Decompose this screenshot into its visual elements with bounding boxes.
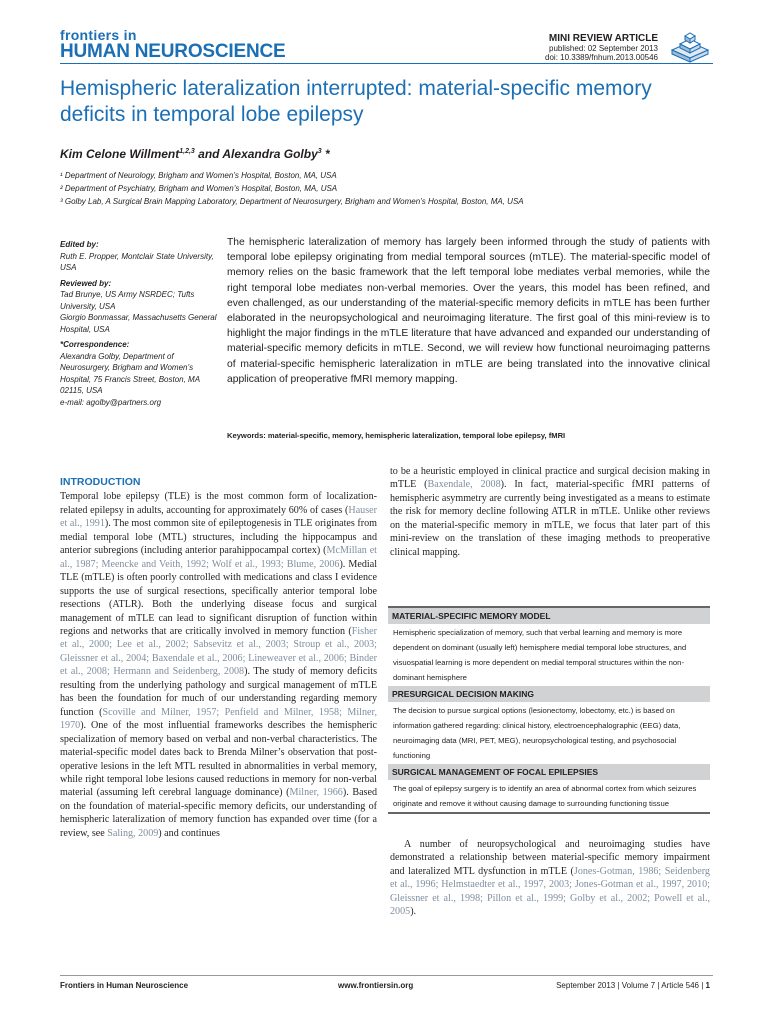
article-type: MINI REVIEW ARTICLE — [548, 33, 658, 44]
box-heading: SURGICAL MANAGEMENT OF FOCAL EPILEPSIES — [388, 764, 710, 780]
published-date: published: 02 September 2013 — [549, 44, 658, 53]
citation-link[interactable]: Baxendale, 2008 — [427, 479, 501, 491]
keywords: Keywords: material-specific, memory, hemispheric lateralization, temporal lobe epilepsy, fMRI — [227, 431, 566, 440]
paragraph-text: A number of neuropsychological and neuroimaging studies have demonstrated a relationship between material-specific memory impairment and lateralized MTL dysfunction in mTLE ( — [390, 839, 710, 877]
author-name: Alexandra Golby — [222, 147, 318, 161]
affiliations — [60, 169, 710, 208]
affiliation: ³ Golby Lab, A Surgical Brain Mapping Laboratory, Department of Neurosurgery, Brigham and Women’s Hospital, Boston, MA, USA — [60, 197, 524, 206]
affiliation: ² Department of Psychiatry, Brigham and Women’s Hospital, Boston, MA, USA — [60, 184, 338, 193]
paragraph-text: ). The study of memory deficits resulting from the underlying pathology and surgical management of mTLE has been the foundation for much of our understanding regarding memory function ( — [60, 666, 377, 718]
citation-link[interactable]: Scoville and Milner, 1957; Penfield and Milner, 1958; Milner, 1970 — [60, 706, 377, 732]
paragraph-text: ) and continues — [158, 827, 220, 839]
paragraph-text: Temporal lobe epilepsy (TLE) is the most common form of localization-related epilepsy in adults, accounting for approximately 60% of cases ( — [60, 491, 377, 516]
author-name: Kim Celone Willment — [60, 147, 180, 161]
citation-link[interactable]: Fisher et al., 2000; Lee et al., 2002; Sabsevitz et al., 2003; Stroup et al., 2003; Gleissner et al., 2004; Baxendale et al., 2006; Lineweaver et al., 2006; Binder et al., 2008; Hermann and Seidenberg, 2008 — [60, 625, 377, 678]
citation-link[interactable]: Saling, 2009 — [107, 827, 159, 839]
author-affil-sup: 1,2,3 — [179, 148, 195, 155]
box-heading: PRESURGICAL DECISION MAKING — [388, 686, 710, 702]
box-text: The goal of epilepsy surgery is to identify an area of abnormal cortex from which seizures originate and remove it without causing damage to surrounding functioning tissue — [393, 784, 697, 808]
glossary-box — [388, 606, 710, 814]
footer-url[interactable]: www.frontiersin.org — [338, 981, 414, 990]
citation-link[interactable]: McMillan et al., 1987; Meencke and Veith, 1992; Wolf et al., 1993; Blume, 2006 — [60, 545, 377, 570]
correspondence-email[interactable]: e-mail: agolby@partners.org — [60, 397, 162, 407]
box-rule — [388, 812, 710, 814]
paragraph-text: ). One of the most influential frameworks describes the hemispheric specialization of memory based on verbal and non-verbal characteristics. The material-specific model dates back to Brenda Milner’s observation that post-operative lesions in the left MTL resulted in abnormalities in verbal memory, while right temporal lobe lesions caused reductions in memory for non-verbal material (assuming left cerebral language dominance) ( — [60, 720, 377, 799]
page-number: 1 — [705, 981, 710, 990]
header-rule — [60, 63, 713, 64]
footer-journal: Frontiers in Human Neuroscience — [60, 981, 189, 990]
paragraph-text: ). In fact, material-specific fMRI patterns of hemispheric asymmetry are currently being investigated as a means to estimate the risk for memory decline following ATLR in mTLE. Unlike other reviews on the material-specific memory in mTLE, we focus that later part of this mini-review on the translation of these imaging methods to preoperative clinical mapping. — [390, 479, 711, 558]
author-list — [60, 147, 330, 161]
paragraph-text: to be a heuristic employed in clinical practice and surgical decision making in mTLE ( — [390, 466, 710, 491]
journal-name-line1: frontiers in — [60, 27, 137, 43]
correspondence-mark: * — [321, 147, 330, 161]
doi: doi: 10.3389/fnhum.2013.00546 — [545, 53, 658, 62]
intro-paragraph — [60, 490, 377, 840]
edited-by-label: Edited by: — [60, 240, 99, 249]
column-right-bottom-paragraph — [390, 838, 710, 919]
abstract: The hemispheric lateralization of memory has largely been informed through the study of patients with temporal lobe epilepsy originating from medial temporal sources (mTLE). The material-specific model of memory relies on the basic framework that the left temporal lobe mediates verbal memories, while the right temporal lobe mediates non-verbal memories. Over the years, this model has been refined, and even challenged, as our understanding of the material-specific memory deficits in mTLE has been further elaborated in the neuropsychological and neuroimaging literature. The first goal of this mini-review is to highlight the major findings in the mTLE literature that have advanced and expanded our understanding of material-specific memory deficits in mTLE. Second, we will review how functional neuroimaging patterns of material-specific hemispheric lateralization in mTLE are being translated into the innovative clinical application of preoperative fMRI memory mapping. — [227, 237, 710, 385]
column-right-top-paragraph — [390, 465, 710, 559]
box-text: Hemispheric specialization of memory, such that verbal learning and memory is more dependent on dominant (usually left) hemisphere medial temporal lobe structures, and visuospatial learning is more dependent on medial temporal structures within the non-dominant hemisphere — [393, 628, 687, 682]
footer-rule — [60, 975, 713, 976]
column-left — [60, 476, 377, 840]
footer-issue: September 2013 | Volume 7 | Article 546 | — [556, 981, 704, 990]
journal-logo-icon — [668, 24, 712, 64]
citation-link[interactable]: Jones-Gotman, 1986; Seidenberg et al., 1996; Helmstaedter et al., 1997, 2003; Jones-Gotman et al., 1997, 2010; Gleissner et al., 1998; Pillon et al., 1999; Golby et al., 2002; Powell et al., 2005 — [390, 865, 710, 918]
article-title: Hemispheric lateralization interrupted: material-specific memory deficits in temporal lobe epilepsy — [60, 77, 652, 126]
correspondence-address: Alexandra Golby, Department of Neurosurgery, Brigham and Women’s Hospital, 75 Francis Street, Boston, MA 02115, USA — [60, 351, 200, 395]
paragraph-text: ). — [410, 906, 417, 918]
author-conjunction: and — [194, 147, 223, 161]
reviewed-by-label: Reviewed by: — [60, 278, 112, 288]
reviewer: Tad Brunye, US Army NSRDEC; Tufts University, USA — [60, 290, 195, 311]
paragraph-text: ). Medial TLE (mTLE) is often poorly controlled with medications and class I evidence supports the use of surgical resections, specifically anterior temporal lobe resections (ATLR). Both the underlying disease focus and surgical management of mTLE can lead to significant disruption of function within regions and networks that are critically involved in memory function ( — [60, 558, 377, 637]
footer-citation — [480, 981, 710, 990]
affiliation: ¹ Department of Neurology, Brigham and Women’s Hospital, Boston, MA, USA — [60, 171, 337, 180]
journal-name-line2: HUMAN NEUROSCIENCE — [60, 41, 286, 62]
editor: Ruth E. Propper, Montclair State University, USA — [60, 251, 214, 272]
box-text: The decision to pursue surgical options (lesionectomy, lobectomy, etc.) is based on information gathered regarding: clinical history, electroencephalographic (EEG) data, neuroimaging data (MRI, PET, MEG), neuropsychological testing, and psychosocial functioning — [393, 706, 681, 760]
citation-link[interactable]: Milner, 1966 — [289, 787, 343, 799]
editorial-sidebar — [60, 235, 220, 408]
paragraph-text: ). The most common site of epileptogenesis in TLE originates from medial temporal lobe (MTL) structures, including the hippocampus and anterior subregions (including anterior parahippocampal cortex) ( — [60, 518, 377, 557]
paragraph-text: ). Based on the foundation of material-specific memory deficits, our understanding of hemispheric lateralization of memory function has expanded over time (for a review, see — [60, 787, 377, 839]
reviewer: Giorgio Bonmassar, Massachusetts General Hospital, USA — [60, 313, 217, 334]
section-heading-introduction: INTRODUCTION — [60, 476, 141, 488]
box-heading: MATERIAL-SPECIFIC MEMORY MODEL — [388, 608, 710, 624]
author-affil-sup: 3 — [317, 148, 322, 155]
correspondence-label: *Correspondence: — [60, 340, 130, 349]
citation-link[interactable]: Hauser et al., 1991 — [60, 504, 377, 530]
